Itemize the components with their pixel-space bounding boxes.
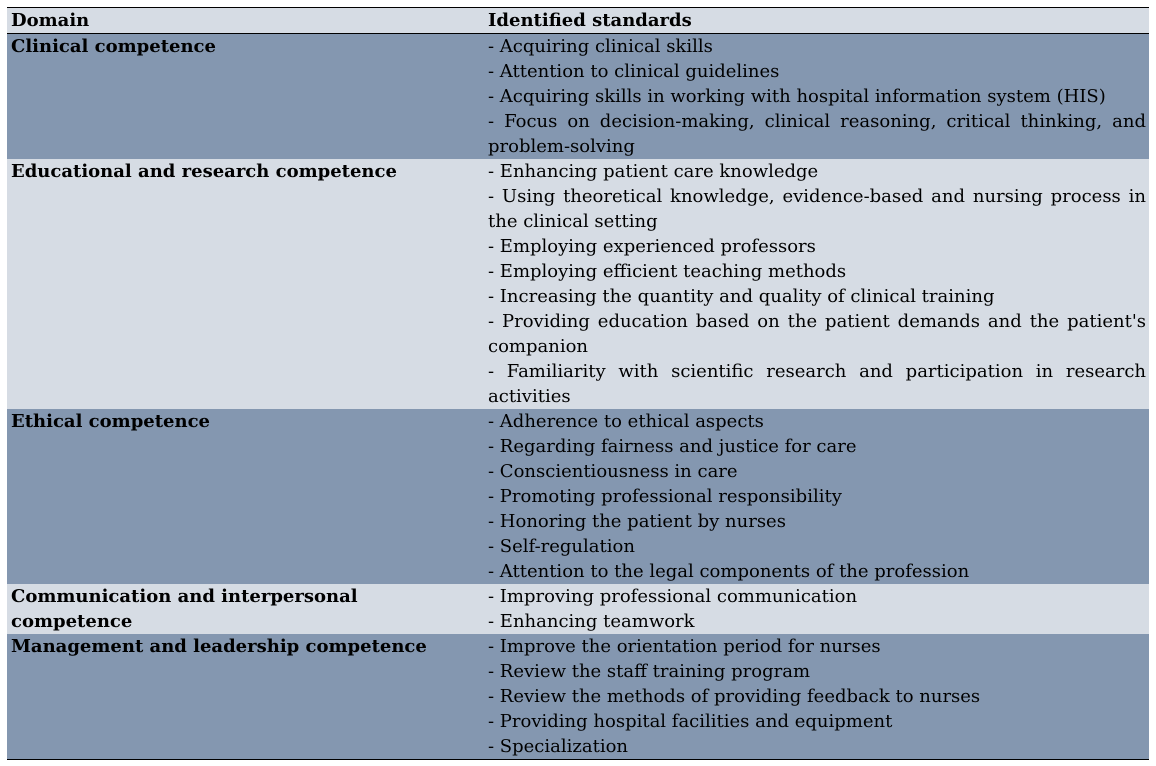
- standard-item: - Attention to the legal components of the profession: [488, 561, 970, 582]
- standard-item: - Honoring the patient by nurses: [488, 511, 786, 532]
- header-identified-standards: Identified standards: [488, 10, 692, 31]
- domain-label: Ethical competence: [11, 411, 211, 432]
- standard-item: - Conscientiousness in care: [488, 461, 738, 482]
- standards-list: [484, 409, 1149, 584]
- standards-list: [484, 634, 1149, 759]
- standard-item: - Acquiring clinical skills: [488, 36, 713, 57]
- standards-table: [7, 7, 1149, 760]
- standard-item: - Regarding fairness and justice for care: [488, 436, 857, 457]
- table-row-ethical: [7, 409, 1149, 584]
- header-domain: Domain: [11, 10, 90, 31]
- standard-item: - Employing efficient teaching methods: [488, 261, 847, 282]
- standard-item: - Promoting professional responsibility: [488, 486, 842, 507]
- domain-label: Management and leadership competence: [11, 636, 427, 657]
- table-row-communication: [7, 584, 1149, 634]
- standard-item: - Increasing the quantity and quality of clinical training: [488, 286, 995, 307]
- table-header-row: [7, 8, 1149, 34]
- standard-item: - Review the staff training program: [488, 661, 811, 682]
- table-row-educational: [7, 159, 1149, 409]
- standards-list: [484, 34, 1149, 159]
- standard-item: - Self-regulation: [488, 536, 635, 557]
- standard-item: - Improving professional communication: [488, 586, 858, 607]
- standard-item: - Improve the orientation period for nurses: [488, 636, 881, 657]
- standard-item: - Adherence to ethical aspects: [488, 411, 764, 432]
- standards-list: [484, 584, 1149, 634]
- table-row-clinical: [7, 34, 1149, 159]
- table-row-management: [7, 634, 1149, 759]
- standard-item: - Familiarity with scientific research and participation in research activities: [488, 361, 1146, 407]
- standard-item: - Providing hospital facilities and equipment: [488, 711, 893, 732]
- standards-list: [484, 159, 1149, 409]
- standard-item: - Focus on decision-making, clinical reasoning, critical thinking, and problem-solving: [488, 111, 1146, 157]
- standard-item: - Enhancing teamwork: [488, 611, 695, 632]
- standard-item: - Attention to clinical guidelines: [488, 61, 780, 82]
- standard-item: - Using theoretical knowledge, evidence-based and nursing process in the clinical setting: [488, 186, 1146, 232]
- standard-item: - Providing education based on the patient demands and the patient's companion: [488, 311, 1146, 357]
- standard-item: - Acquiring skills in working with hospital information system (HIS): [488, 86, 1106, 107]
- domain-label: Educational and research competence: [11, 161, 397, 182]
- domain-label: Clinical competence: [11, 36, 216, 57]
- standard-item: - Employing experienced professors: [488, 236, 816, 257]
- standard-item: - Specialization: [488, 736, 629, 757]
- standard-item: - Review the methods of providing feedback to nurses: [488, 686, 981, 707]
- standard-item: - Enhancing patient care knowledge: [488, 161, 819, 182]
- domain-label: Communication and interpersonal competence: [11, 586, 358, 632]
